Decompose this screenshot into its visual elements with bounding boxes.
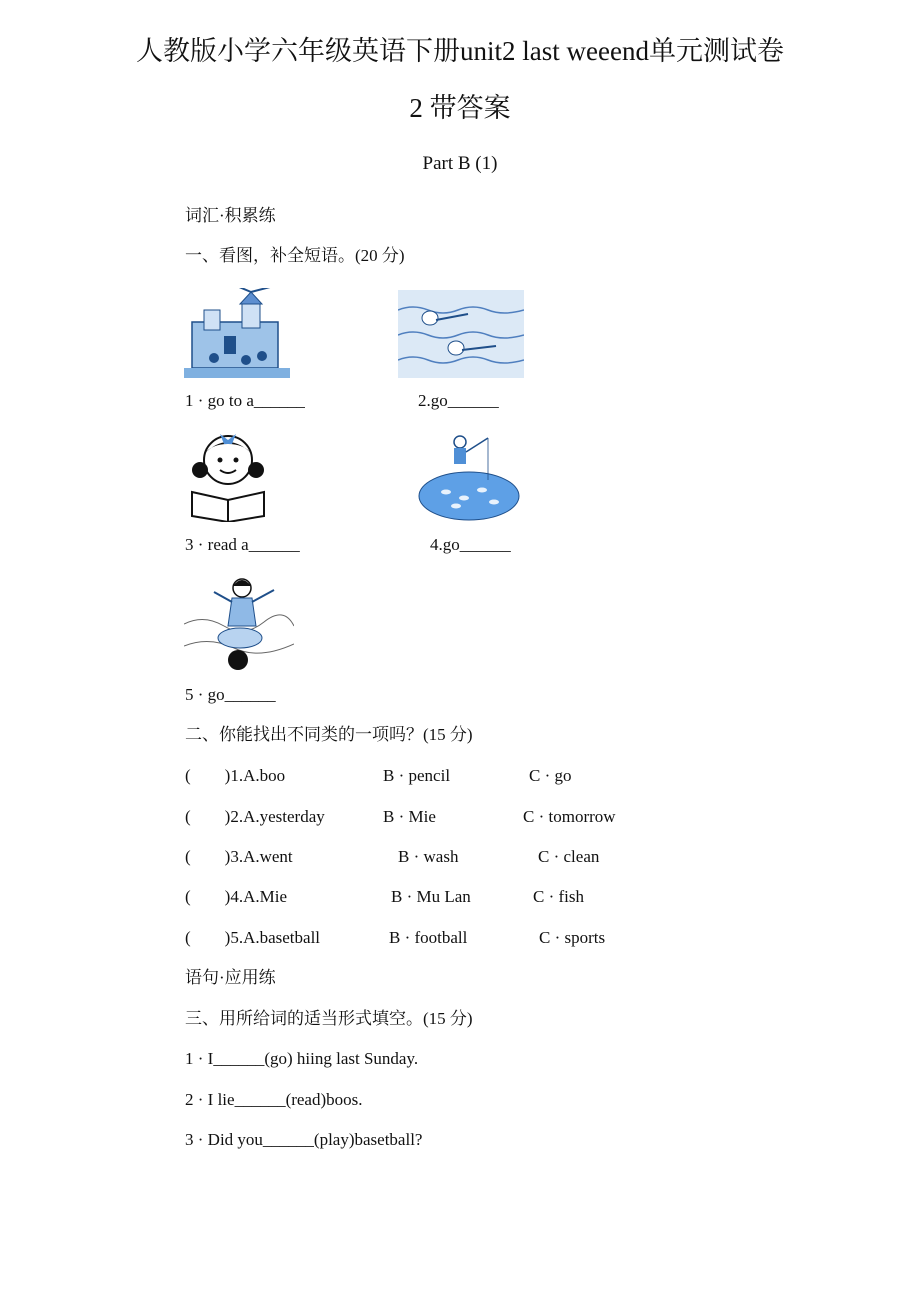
q3-item-2: 2 · I lie______(read)boos. [185, 1090, 363, 1109]
q2-row4-option-a: ( )4.A.Mie [185, 887, 287, 906]
q1-item-1: 1 · go to a______ [185, 391, 305, 410]
q2-row3-option-b: B · wash [398, 847, 459, 866]
boy-girl-playing-image [184, 574, 294, 672]
q2-row3-option-a: ( )3.A.went [185, 847, 293, 866]
q2-row1-option-b: B · pencil [383, 766, 451, 785]
q2-row2-option-c: C · tomorrow [523, 807, 616, 826]
q1-item-4: 4.go______ [430, 535, 511, 554]
q2-row2-option-b: B · Mie [383, 807, 436, 826]
q1-item-5: 5 · go______ [185, 685, 276, 704]
part-heading: Part B (1) [422, 153, 498, 174]
question3-heading: 三、用所给词的适当形式填空。(15 分) [185, 1009, 473, 1028]
swimming-image [398, 290, 524, 378]
q2-row4-option-b: B · Mu Lan [391, 887, 471, 906]
q2-row3-option-c: C · clean [538, 847, 600, 866]
q2-row5-option-c: C · sports [539, 928, 606, 947]
park-castle-image [184, 288, 290, 378]
q2-row5-option-a: ( )5.A.basetball [185, 928, 321, 947]
q3-item-1: 1 · I______(go) hiing last Sunday. [185, 1049, 419, 1068]
section-sentence-heading: 语句·应用练 [185, 968, 276, 987]
question1-heading: 一、看图，补全短语。(20 分) [185, 246, 405, 265]
q2-row1-option-a: ( )1.A.boo [185, 766, 286, 785]
q1-item-2: 2.go______ [418, 391, 499, 410]
q1-item-3: 3 · read a______ [185, 535, 300, 554]
q2-row2-option-a: ( )2.A.yesterday [185, 807, 325, 826]
document-title-line1: 人教版小学六年级英语下册unit2 last weeend单元测试卷 [136, 36, 784, 66]
q2-row1-option-c: C · go [529, 766, 572, 785]
fishing-image [416, 432, 522, 524]
q2-row4-option-c: C · fish [533, 887, 584, 906]
girl-reading-image [184, 430, 272, 522]
section-vocab-heading: 词汇·积累练 [185, 206, 276, 225]
q3-item-3: 3 · Did you______(play)basetball? [185, 1130, 423, 1149]
question2-heading: 二、你能找出不同类的一项吗？(15 分) [185, 725, 473, 744]
document-title-line2: 2 带答案 [409, 93, 511, 123]
q2-row5-option-b: B · football [389, 928, 468, 947]
